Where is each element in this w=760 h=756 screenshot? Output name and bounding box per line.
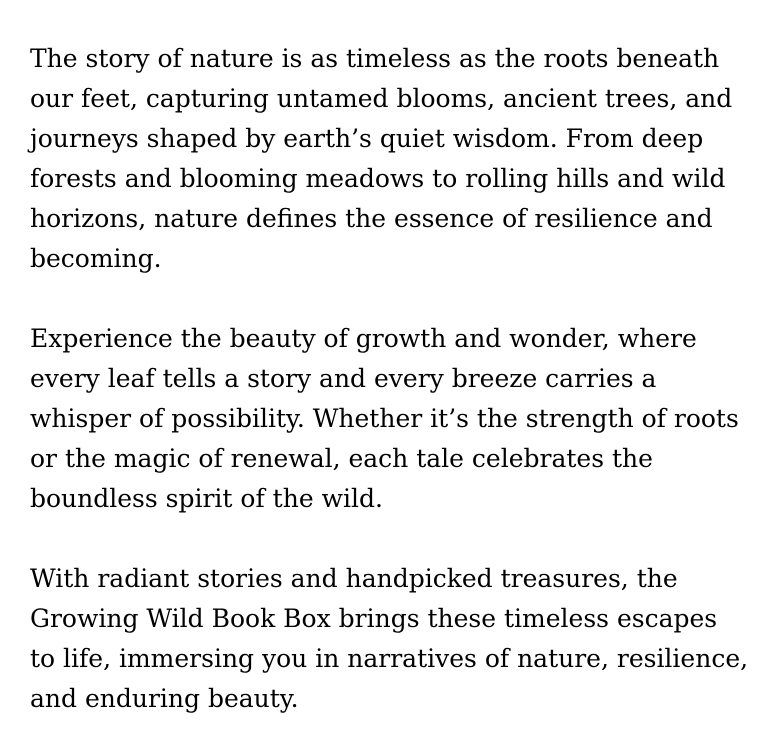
paragraph-story-of-nature: The story of nature is as timeless as the roots beneath our feet, capturing untamed blooms, ancient trees, and journeys shaped by earth’s quiet wisdom. From deep forests and blooming meadows to rolling hills and wild horizons, nature defines the essence of resilience and becoming. [30, 44, 733, 273]
paragraph-experience-beauty: Experience the beauty of growth and wonder, where every leaf tells a story and every breeze carries a whisper of possibility. Whether it’s the strength of roots or the magic of renewal, each tale celebrates the boundless spirit of the wild. [30, 324, 739, 513]
document-body [30, 39, 750, 719]
paragraph-book-box: With radiant stories and handpicked treasures, the Growing Wild Book Box brings these timeless escapes to life, immersing you in narratives of nature, resilience, and enduring beauty. [30, 564, 749, 713]
